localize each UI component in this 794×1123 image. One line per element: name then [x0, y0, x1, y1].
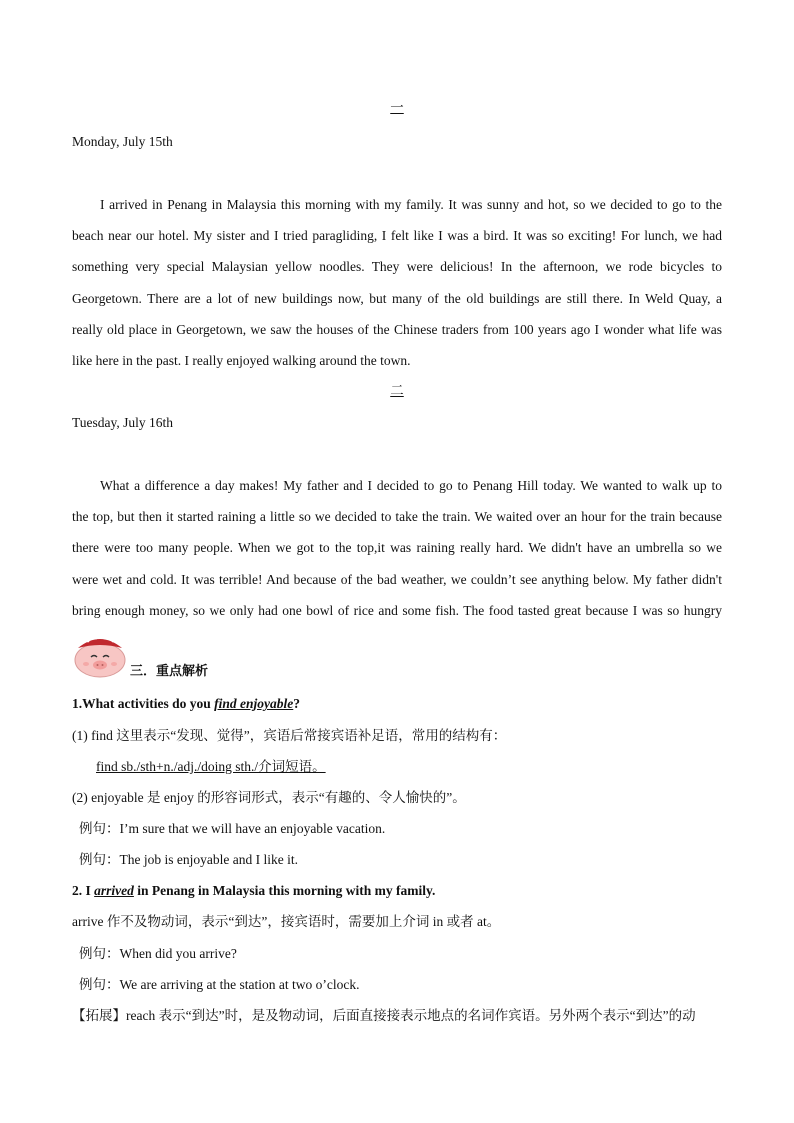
paragraph-line: really old place in Georgetown, we saw the houses of the Chinese traders from 100 years ago I wonder what life was — [72, 321, 722, 337]
paragraph-line: there were too many people. When we got to the top,it was raining really hard. We didn't have an umbrella so we — [72, 540, 722, 556]
emphasized-phrase: find enjoyable — [214, 696, 294, 711]
point-1-question: 1.What activities do you find enjoyable? — [72, 696, 301, 711]
section-title: 三．重点解析 — [130, 664, 209, 679]
paragraph-line: bring enough money, so we only had one bowl of rice and some fish. The food tasted great because I was so hungry — [72, 602, 722, 618]
point-2-sentence: 2. I arrived in Penang in Malaysia this morning with my family. — [72, 883, 436, 898]
heading-one: 一 — [390, 100, 404, 115]
paragraph-line: beach near our hotel. My sister and I tried paragliding, I felt like I was a bird. It was so exciting! For lunch, we had — [72, 228, 722, 244]
diary-date-tuesday: Tuesday, July 16th — [72, 415, 174, 430]
point-2-example-1: 例句：When did you arrive? — [79, 946, 237, 961]
diary-paragraph-2 — [72, 477, 722, 633]
paragraph-line: Georgetown. There are a lot of new buildings now, but many of the old buildings are still there. In Weld Quay, a — [72, 290, 722, 306]
paragraph-line: like here in the past. I really enjoyed walking around the town. — [72, 352, 411, 368]
point-1-example-2: 例句：The job is enjoyable and I like it. — [79, 852, 298, 867]
diary-paragraph-1 — [72, 196, 722, 383]
paragraph-line: What a difference a day makes! My father and I decided to go to Penang Hill today. We wanted to walk up to — [100, 478, 722, 493]
point-2-note: arrive 作不及物动词，表示“到达”，接宾语时，需要加上介词 in 或者 at。 — [72, 914, 501, 929]
point-2-example-2: 例句：We are arriving at the station at two o’clock. — [79, 977, 360, 992]
pig-mascot-icon — [72, 632, 128, 678]
point-1-note-2: (2) enjoyable 是 enjoy 的形容词形式，表示“有趣的、令人愉快的”。 — [72, 790, 466, 805]
paragraph-line: I arrived in Penang in Malaysia this morning with my family. It was sunny and hot, so we decided to go to the — [100, 197, 722, 212]
point-1-example-1: 例句：I’m sure that we will have an enjoyable vacation. — [79, 821, 386, 836]
paragraph-line: something very special Malaysian yellow noodles. They were delicious! In the afternoon, we rode bicycles to — [72, 259, 722, 275]
point-1-structure: find sb./sth+n./adj./doing sth./介词短语。 — [96, 759, 326, 774]
paragraph-line: were wet and cold. It was terrible! And because of the bad weather, we couldn’t see anything below. My father didn't — [72, 571, 722, 587]
point-1-note-1: (1) find 这里表示“发现、觉得”，宾语后常接宾语补足语，常用的结构有： — [72, 728, 507, 743]
heading-two: 二 — [390, 383, 404, 398]
emphasized-word: arrived — [94, 883, 134, 898]
point-2-extension: 【拓展】reach 表示“到达”时，是及物动词，后面直接接表示地点的名词作宾语。另外两个表示“到达”的动 — [72, 1008, 696, 1023]
diary-date-monday: Monday, July 15th — [72, 134, 173, 149]
paragraph-line: the top, but then it started raining a little so we decided to take the train. We waited over an hour for the train because — [72, 509, 722, 525]
